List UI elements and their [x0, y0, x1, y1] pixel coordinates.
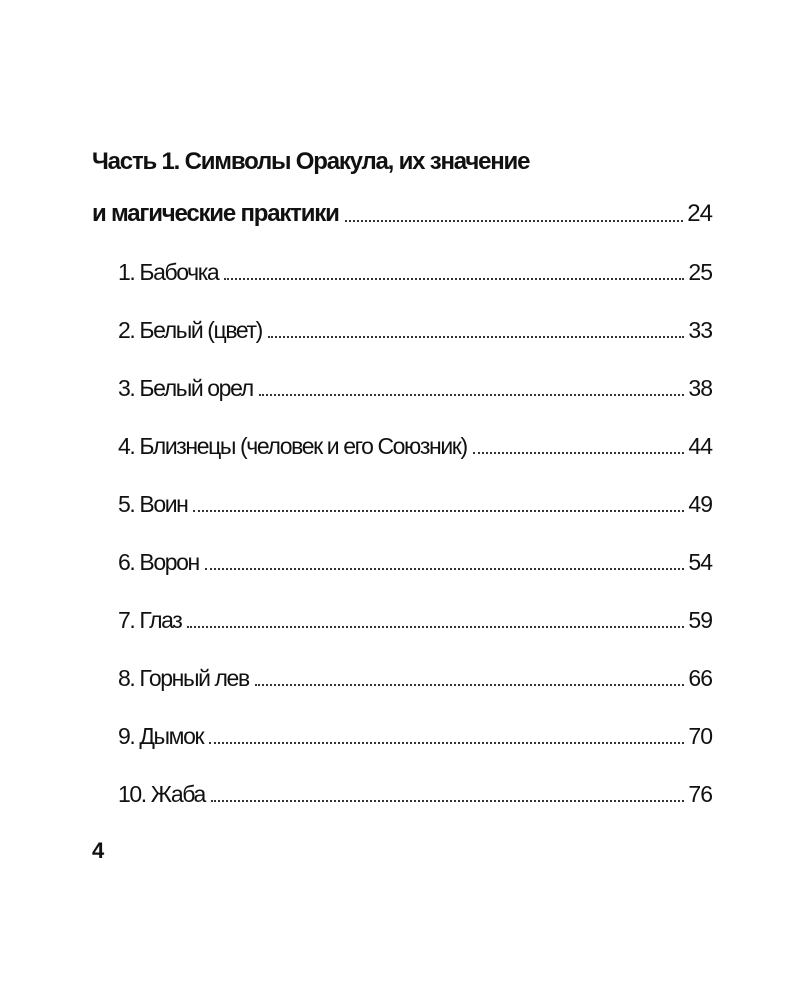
dot-leader	[187, 626, 684, 628]
toc-entry-title: 7. Глаз	[118, 607, 182, 633]
toc-entry	[118, 547, 712, 577]
toc-entry-title: 10. Жаба	[118, 781, 205, 807]
part-title-line2: и магические практики	[92, 200, 339, 227]
dot-leader	[345, 220, 684, 222]
toc-entry	[118, 431, 712, 461]
toc-entry-page: 54	[688, 549, 712, 575]
page-number: 4	[92, 838, 105, 863]
toc-entry	[118, 605, 712, 635]
toc-entry-title: 4. Близнецы (человек и его Союзник)	[118, 433, 467, 459]
toc-entry-title: 8. Горный лев	[118, 665, 249, 691]
part-heading-line2	[92, 199, 712, 229]
toc-entry-page: 66	[688, 665, 712, 691]
dot-leader	[268, 336, 685, 338]
toc-entry-page: 38	[688, 375, 712, 401]
toc-entry-title: 1. Бабочка	[118, 259, 219, 285]
toc-entry-page: 33	[688, 317, 712, 343]
toc-entry-page: 76	[688, 781, 712, 807]
toc-entry	[118, 373, 712, 403]
dot-leader	[209, 742, 684, 744]
toc-entry	[118, 257, 712, 287]
dot-leader	[259, 394, 685, 396]
dot-leader	[473, 452, 685, 454]
toc-entry-page: 59	[688, 607, 712, 633]
dot-leader	[255, 684, 685, 686]
toc-entry-page: 70	[688, 723, 712, 749]
toc-entry-title: 9. Дымок	[118, 723, 204, 749]
toc-entry-page: 44	[688, 433, 712, 459]
toc-entry-title: 2. Белый (цвет)	[118, 317, 262, 343]
part-page-number: 24	[687, 200, 712, 227]
toc-entry	[118, 779, 712, 809]
toc-entry	[118, 663, 712, 693]
toc-entry-title: 3. Белый орел	[118, 375, 253, 401]
dot-leader	[224, 278, 684, 280]
part-title-line1: Часть 1. Символы Оракула, их значение	[92, 148, 530, 175]
toc-entry-title: 5. Воин	[118, 491, 188, 517]
dot-leader	[193, 510, 684, 512]
dot-leader	[211, 800, 685, 802]
toc-entry-page: 25	[688, 259, 712, 285]
toc-entry-page: 49	[688, 491, 712, 517]
toc-entry	[118, 721, 712, 751]
toc-entry	[118, 315, 712, 345]
toc-entry	[118, 489, 712, 519]
toc-entry-title: 6. Ворон	[118, 549, 199, 575]
dot-leader	[205, 568, 685, 570]
part-heading-line1	[92, 147, 712, 177]
